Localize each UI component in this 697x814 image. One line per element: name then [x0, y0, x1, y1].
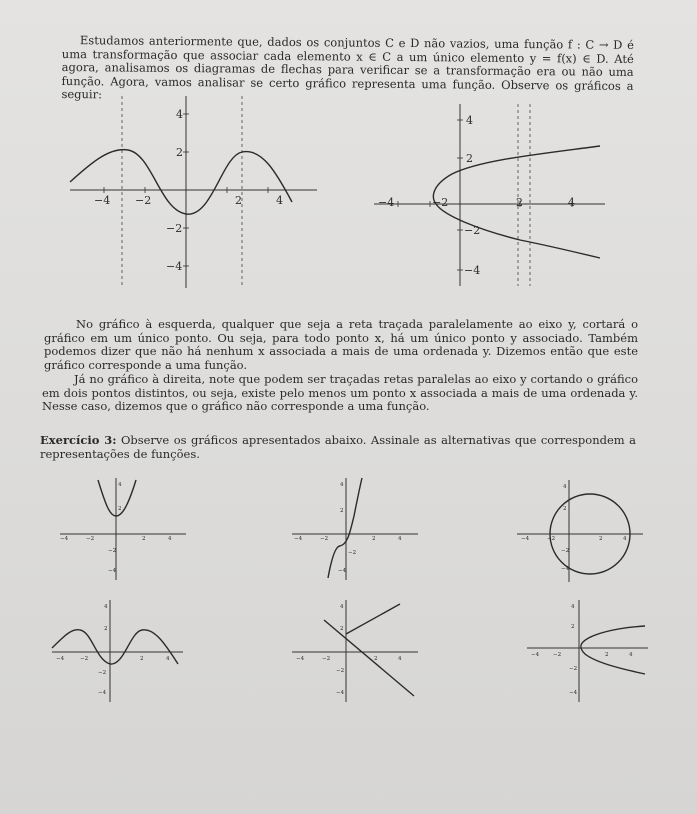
small-graph-cubic[interactable] — [290, 476, 420, 581]
svg-text:−2: −2 — [320, 536, 329, 542]
svg-text:−4: −4 — [296, 656, 305, 662]
svg-text:2: 2 — [340, 626, 344, 632]
svg-text:2: 2 — [571, 624, 575, 630]
svg-text:4: 4 — [623, 536, 627, 542]
y-tick-label: −2 — [166, 222, 183, 235]
svg-text:−4: −4 — [56, 656, 65, 662]
svg-text:−2: −2 — [108, 548, 117, 554]
svg-text:2: 2 — [118, 506, 122, 512]
svg-text:−2: −2 — [348, 550, 357, 556]
svg-text:2: 2 — [563, 506, 567, 512]
svg-text:4: 4 — [104, 604, 108, 610]
svg-text:2: 2 — [372, 536, 376, 542]
small-graph-sideways-parabola[interactable] — [525, 598, 650, 703]
exercise-text: Observe os gráficos apresentados abaixo. Assinale as alternativas que correspondem a representações de funções. — [40, 433, 636, 461]
exercise-3 — [40, 434, 636, 461]
svg-text:4: 4 — [571, 604, 575, 610]
y-tick-label: 2 — [466, 152, 473, 165]
y-tick-label: −2 — [464, 224, 481, 237]
svg-text:4: 4 — [629, 652, 633, 658]
intro-line-3: os diagramas de flechas para verificar se a transformação era ou não uma função. Agora, vamos analisar se — [61, 60, 634, 90]
paragraph-left-graph: No gráfico à esquerda, qualquer que seja a reta traçada paralelamente ao eixo y, cortará o gráfico em um único ponto. Ou seja, para todo ponto x, há um único ponto y associado. Também podemos dizer que não há nenhum x associada a mais de uma ordenada y. Dizemos então que este gráfico corresponde a uma função. — [44, 317, 638, 372]
svg-text:4: 4 — [168, 536, 172, 542]
svg-text:4: 4 — [340, 482, 344, 488]
small-graph-lines[interactable] — [290, 598, 420, 703]
x-tick-label: −4 — [378, 196, 395, 209]
svg-text:−2: −2 — [561, 548, 570, 554]
svg-text:4: 4 — [398, 536, 402, 542]
svg-text:4: 4 — [118, 482, 122, 488]
y-tick-label: 4 — [466, 114, 473, 127]
y-tick-label: 4 — [176, 108, 183, 121]
svg-text:4: 4 — [166, 656, 170, 662]
exercise-label: Exercício 3: — [40, 433, 117, 447]
svg-text:4: 4 — [398, 656, 402, 662]
svg-text:−4: −4 — [60, 536, 69, 542]
svg-text:−2: −2 — [336, 668, 345, 674]
svg-text:−4: −4 — [521, 536, 530, 542]
y-tick-label: −4 — [464, 264, 481, 277]
x-tick-label: 2 — [516, 196, 523, 209]
svg-text:−2: −2 — [80, 656, 89, 662]
small-graph-parabola[interactable] — [58, 476, 188, 581]
x-tick-label: −4 — [94, 194, 111, 207]
svg-text:2: 2 — [104, 626, 108, 632]
y-tick-label: −4 — [166, 260, 183, 273]
svg-text:−4: −4 — [336, 690, 345, 696]
svg-text:4: 4 — [340, 604, 344, 610]
svg-text:−2: −2 — [569, 666, 578, 672]
svg-text:−2: −2 — [553, 652, 562, 658]
svg-text:−2: −2 — [86, 536, 95, 542]
x-tick-label: −2 — [135, 194, 152, 207]
svg-text:−4: −4 — [108, 568, 117, 574]
graph-right-non-function — [370, 100, 610, 290]
intro-line-1: Estudamos anteriormente que, dados os conjuntos C e D não vazios, uma função f : C → D é uma — [61, 33, 634, 61]
svg-text:−4: −4 — [338, 568, 347, 574]
intro-line-4: certo gráfico representa uma função. Observe os gráficos a seguir: — [61, 75, 634, 102]
svg-text:2: 2 — [142, 536, 146, 542]
svg-text:2: 2 — [340, 508, 344, 514]
svg-text:−4: −4 — [98, 690, 107, 696]
svg-text:−2: −2 — [322, 656, 331, 662]
svg-text:2: 2 — [605, 652, 609, 658]
x-tick-label: 4 — [568, 196, 575, 209]
svg-text:2: 2 — [374, 656, 378, 662]
svg-text:−4: −4 — [561, 566, 570, 572]
x-tick-label: −2 — [432, 196, 449, 209]
y-tick-label: 2 — [176, 146, 183, 159]
paragraph-right-graph: Já no gráfico à direita, note que podem ser traçadas retas paralelas ao eixo y cortando o gráfico em dois pontos distintos, ou seja, existe pelo menos um ponto x associada a mais de uma ordenada y. Nesse caso, dizemos que o gráfico não corresponde a uma função. — [42, 372, 638, 413]
svg-text:−4: −4 — [531, 652, 540, 658]
svg-text:−4: −4 — [569, 690, 578, 696]
small-graph-sine[interactable] — [50, 598, 185, 703]
svg-text:2: 2 — [599, 536, 603, 542]
graph-left-function — [62, 92, 322, 292]
small-graph-circle[interactable] — [515, 478, 645, 583]
svg-text:4: 4 — [563, 484, 567, 490]
svg-text:2: 2 — [140, 656, 144, 662]
x-tick-label: 2 — [235, 194, 242, 207]
intro-line-2: transformação que associar cada elemento x ∈ C a um único elemento y = f(x) ∈ D. Até agora, analisamos — [61, 46, 634, 75]
svg-text:−2: −2 — [98, 670, 107, 676]
x-tick-label: 4 — [276, 194, 283, 207]
svg-text:−4: −4 — [294, 536, 303, 542]
svg-text:−2: −2 — [547, 536, 556, 542]
